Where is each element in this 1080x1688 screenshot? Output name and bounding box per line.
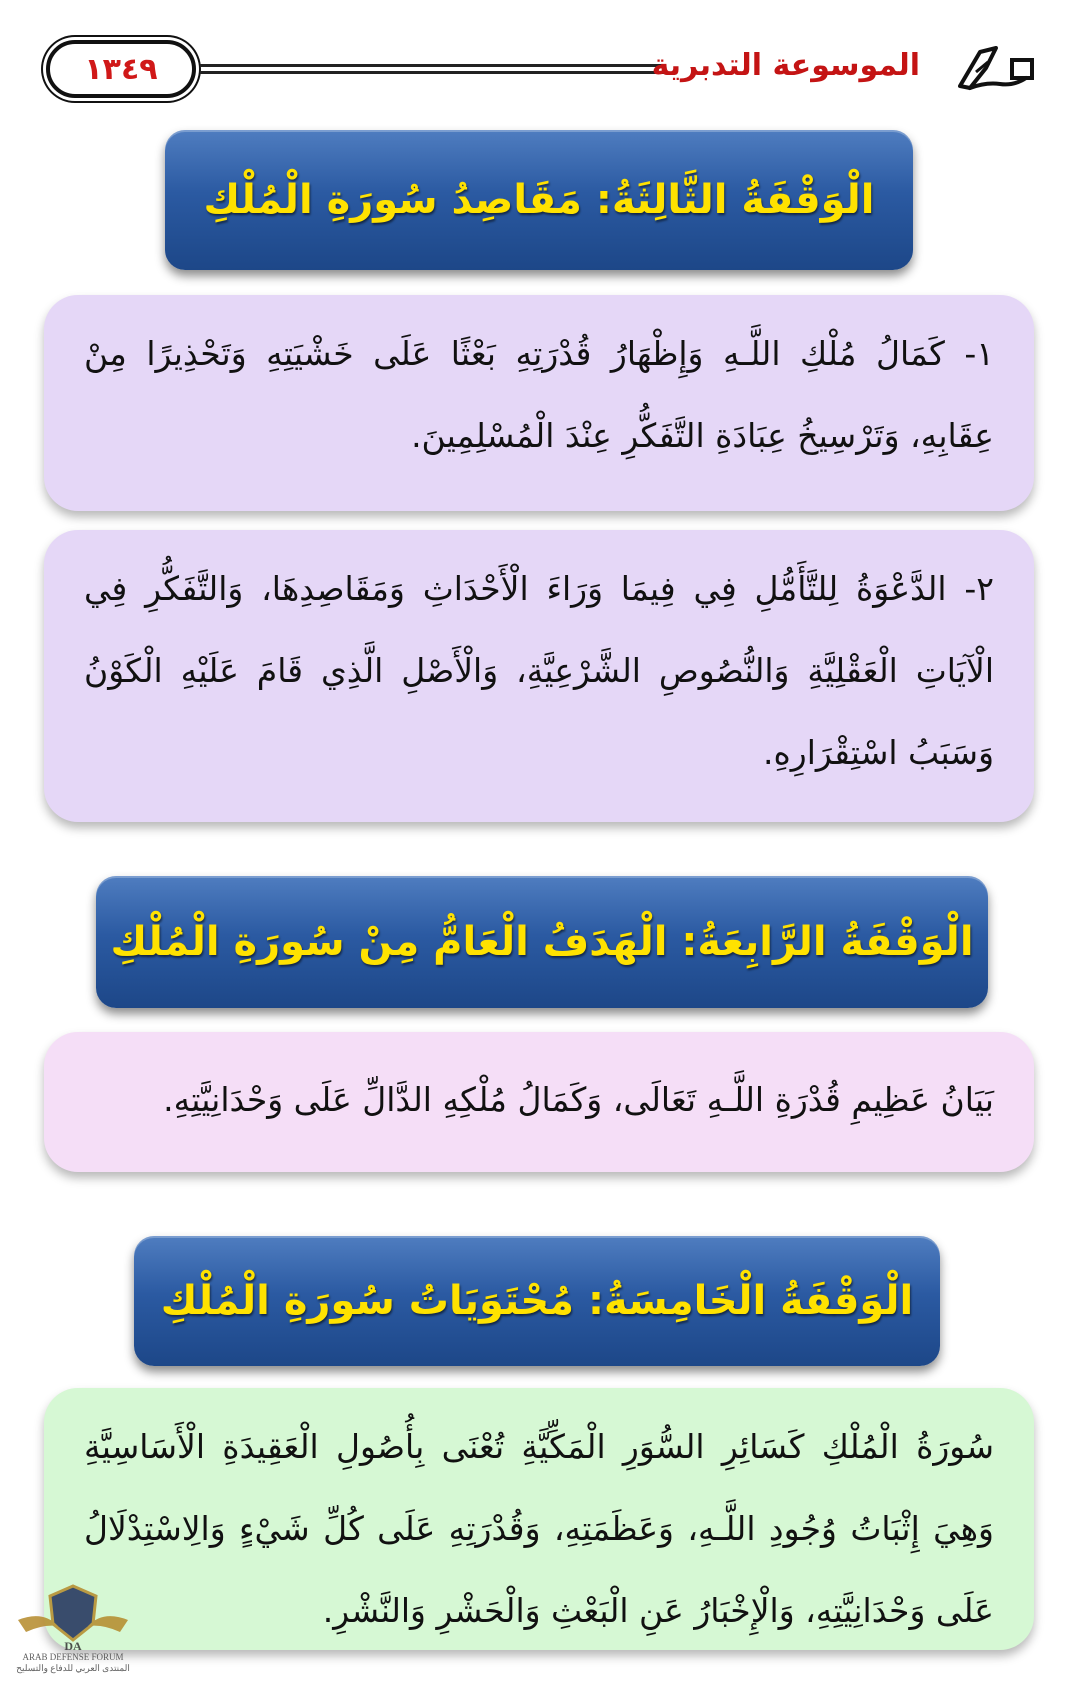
forum-watermark-logo (8, 1580, 138, 1680)
section-heading-third-stop: الْوَقْفَةُ الثَّالِثَةُ: مَقَاصِدُ سُورَةِ الْمُلْكِ (165, 130, 913, 270)
header-divider (200, 64, 664, 74)
content-box-contents: سُورَةُ الْمُلْكِ كَسَائِرِ السُّوَرِ الْمَكِّيَّةِ تُعْنَى بِأُصُولِ الْعَقِيدَةِ الْأَسَاسِيَّةِ وَهِيَ إِثْبَاتُ وُجُودِ اللَّـهِ، وَعَظَمَتِهِ، وَقُدْرَتِهِ عَلَى كُلِّ شَيْءٍ وَالِاسْتِدْلَالُ عَلَى وَحْدَانِيَّتِهِ، وَالْإِخْبَارُ عَنِ الْبَعْثِ وَالْحَشْرِ وَالنَّشْرِ. (44, 1388, 1034, 1650)
page-header (40, 34, 1040, 124)
page-number: ١٣٤٩ (46, 40, 196, 98)
pen-writing-icon (956, 42, 1036, 94)
watermark-line-english: ARAB DEFENSE FORUM (22, 1652, 124, 1662)
watermark-mark: DA (64, 1639, 82, 1652)
watermark-line-arabic: المنتدى العربي للدفاع والتسليح (16, 1663, 130, 1673)
watermark-caption (8, 1652, 138, 1674)
content-box-general-goal: بَيَانُ عَظِيمِ قُدْرَةِ اللَّـهِ تَعَالَى، وَكَمَالُ مُلْكِهِ الدَّالِّ عَلَى وَحْدَانِيَّتِهِ. (44, 1032, 1034, 1172)
section-heading-fifth-stop: الْوَقْفَةُ الْخَامِسَةُ: مُحْتَوَيَاتُ سُورَةِ الْمُلْكِ (134, 1236, 940, 1366)
content-box-purposes-2: ٢- الدَّعْوَةُ لِلتَّأَمُّلِ فِي فِيمَا وَرَاءَ الْأَحْدَاثِ وَمَقَاصِدِهَا، وَالتَّفَكُّرِ فِي الْآيَاتِ الْعَقْلِيَّةِ وَالنُّصُوصِ الشَّرْعِيَّةِ، وَالْأَصْلِ الَّذِي قَامَ عَلَيْهِ الْكَوْنُ وَسَبَبُ اسْتِقْرَارِهِ. (44, 530, 1034, 822)
encyclopedia-title: الموسوعة التدبرية (651, 48, 920, 83)
content-box-purposes-1: ١- كَمَالُ مُلْكِ اللَّـهِ وَإِظْهَارُ قُدْرَتِهِ بَعْثًا عَلَى خَشْيَتِهِ وَتَحْذِيرًا مِنْ عِقَابِهِ، وَتَرْسِيخُ عِبَادَةِ التَّفَكُّرِ عِنْدَ الْمُسْلِمِينَ. (44, 295, 1034, 511)
section-heading-fourth-stop: الْوَقْفَةُ الرَّابِعَةُ: الْهَدَفُ الْعَامُّ مِنْ سُورَةِ الْمُلْكِ (96, 876, 988, 1008)
eagle-shield-icon (8, 1580, 138, 1652)
